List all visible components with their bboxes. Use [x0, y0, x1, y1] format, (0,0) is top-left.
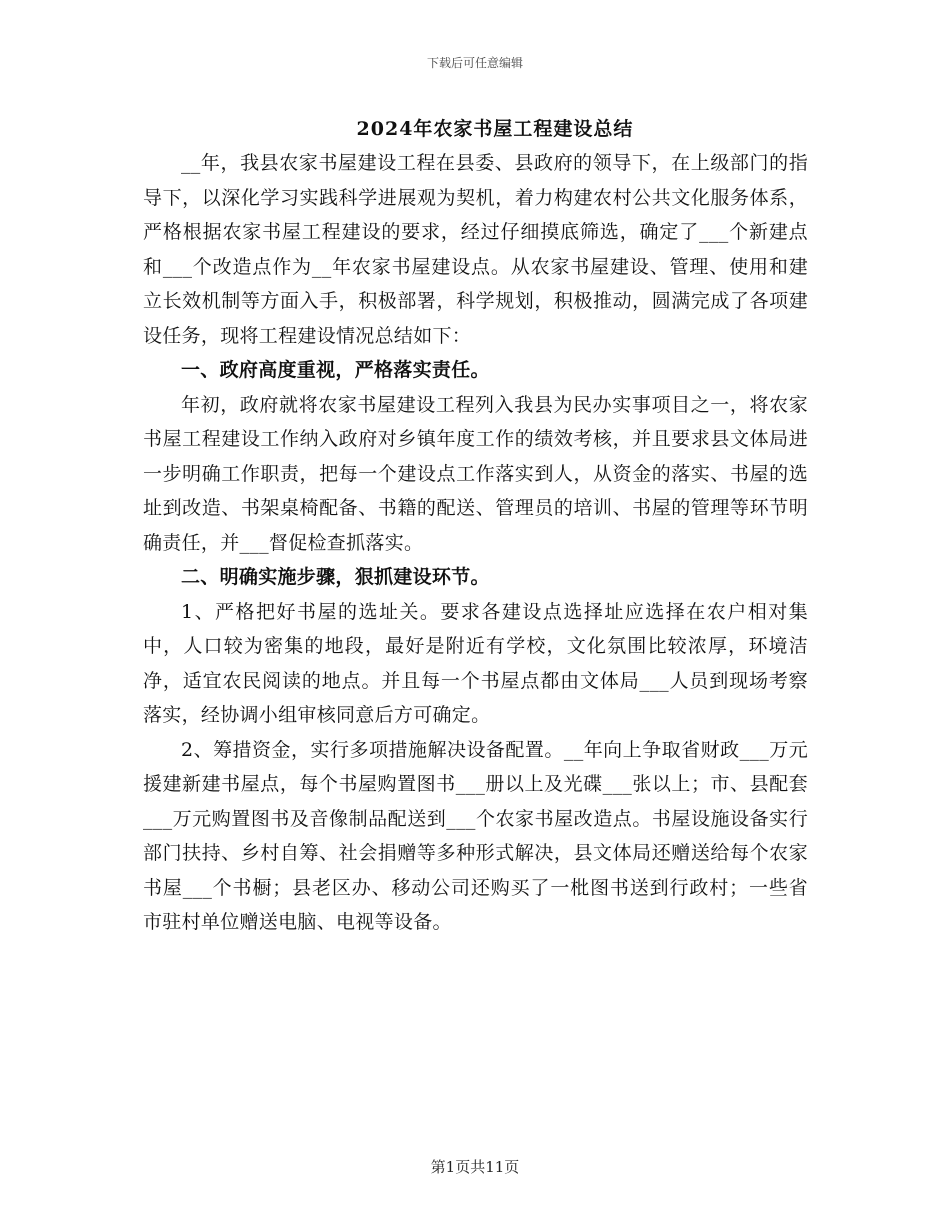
- section-heading-2: 二、明确实施步骤，狠抓建设环节。: [181, 566, 490, 588]
- document-title: 2024年农家书屋工程建设总结: [356, 118, 634, 140]
- paragraph-intro: __年，我县农家书屋建设工程在县委、县政府的领导下，在上级部门的指导下，以深化学习实践科学进展观为契机，着力构建农村公共文化服务体系，严格根据农家书屋工程建设的要求，经过仔细摸底筛选，确定了___个新建点和___个改造点作为__年农家书屋建设点。从农家书屋建设、管理、使用和建立长效机制等方面入手，积极部署，科学规划，积极推动，圆满完成了各项建设任务，现将工程建设情况总结如下：: [143, 152, 808, 347]
- document-body: [143, 146, 808, 940]
- page-number: 第1页共11页: [430, 1158, 520, 1176]
- paragraph-item-2: 2、筹措资金，实行多项措施解决设备配置。__年向上争取省财政___万元援建新建书屋点，每个书屋购置图书___册以上及光碟___张以上；市、县配套___万元购置图书及音像制品配送到___个农家书屋改造点。书屋设施设备实行部门扶持、乡村自筹、社会捐赠等多种形式解决，县文体局还赠送给每个农家书屋___个书橱；县老区办、移动公司还购买了一枇图书送到行政村；一些省市驻村单位赠送电脑、电视等设备。: [143, 738, 808, 933]
- paragraph-item-1: 1、严格把好书屋的选址关。要求各建设点选择址应选择在农户相对集中，人口较为密集的地段，最好是附近有学校，文化氛围比较浓厚，环境洁净，适宜农民阅读的地点。并且每一个书屋点都由文体局___人员到现场考察落实，经协调小组审核同意后方可确定。: [143, 600, 808, 726]
- paragraph-section-1: 年初，政府就将农家书屋建设工程列入我县为民办实事项目之一，将农家书屋工程建设工作纳入政府对乡镇年度工作的绩效考核，并且要求县文体局进一步明确工作职责，把每一个建设点工作落实到人，从资金的落实、书屋的选址到改造、书架桌椅配备、书籍的配送、管理员的培训、书屋的管理等环节明确责任，并___督促检查抓落实。: [143, 393, 808, 554]
- section-heading-1: 一、政府高度重视，严格落实责任。: [181, 359, 490, 381]
- header-note: 下载后可任意编辑: [426, 56, 523, 70]
